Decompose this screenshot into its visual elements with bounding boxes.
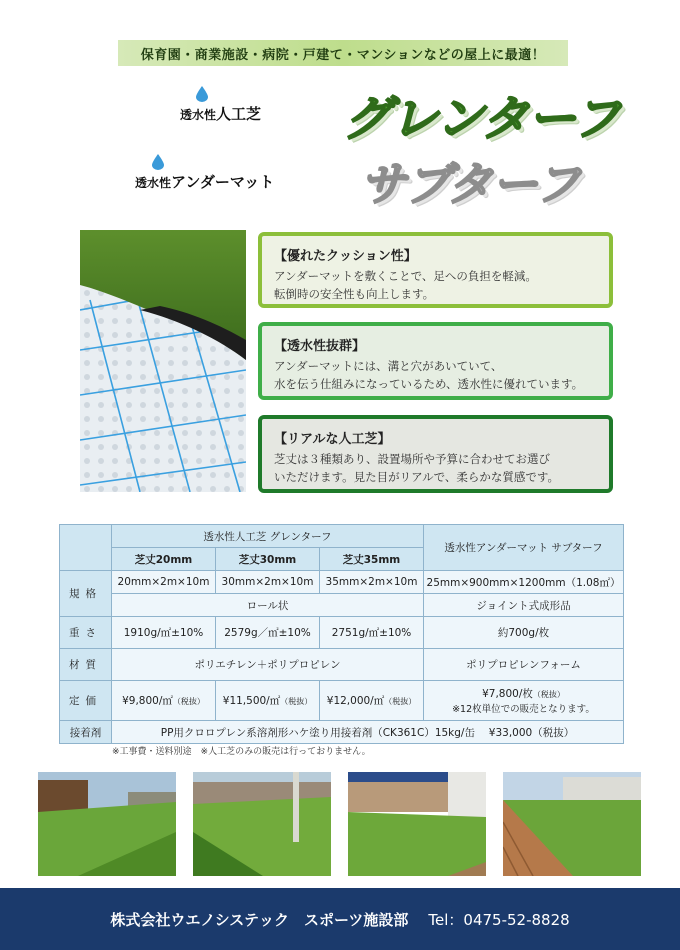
feature-text: アンダーマットを敷くことで、足への負担を軽減。 転倒時の安全性も向上します。 — [274, 269, 537, 301]
company-name: 株式会社ウエノシステック スポーツ施設部 — [110, 910, 409, 929]
top-banner — [118, 40, 568, 66]
weight-cell: 1910g/㎡±10% — [112, 617, 216, 649]
feature-title: 【透水性抜群】 — [274, 339, 366, 354]
feature-cushion — [258, 232, 613, 308]
feature-realistic — [258, 415, 613, 493]
row-label-adhesive: 接着剤 — [60, 721, 112, 744]
spec-cell-mat: 25mm×900mm×1200mm（1.08㎡） — [424, 571, 624, 594]
footnote: ※工事費・送料別途 ※人工芝のみの販売は行っておりません。 — [112, 747, 371, 757]
form-mat: ジョイント式成形品 — [424, 594, 624, 617]
price-cell: ¥12,000/㎡（税抜） — [320, 681, 424, 721]
header-mat: 透水性アンダーマット サブターフ — [424, 525, 624, 571]
photo-rooftop-3 — [348, 772, 486, 876]
spec-cell: 20mm×2m×10m — [112, 571, 216, 594]
pile-30: 芝丈30mm — [216, 548, 320, 571]
row-label-material: 材質 — [60, 649, 112, 681]
feature-permeability — [258, 322, 613, 400]
photo-rooftop-2 — [193, 772, 331, 876]
pile-35: 芝丈35mm — [320, 548, 424, 571]
header-turf: 透水性人工芝 グレンターフ — [112, 525, 424, 548]
product-name-glenturf: グレンターフ — [343, 91, 620, 147]
price-cell: ¥9,800/㎡（税抜） — [112, 681, 216, 721]
row-label-price: 定価 — [60, 681, 112, 721]
row-label-weight: 重さ — [60, 617, 112, 649]
weight-cell-mat: 約700g/枚 — [424, 617, 624, 649]
phone-number: Tel：0475-52-8828 — [428, 910, 570, 929]
feature-title: 【リアルな人工芝】 — [274, 432, 391, 447]
pile-20: 芝丈20mm — [112, 548, 216, 571]
photo-rooftop-4 — [503, 772, 641, 876]
product-name-subturf: サブターフ — [360, 157, 580, 211]
feature-text: 芝丈は３種類あり、設置場所や予算に合わせてお選び いただけます。見た目がリアルで、柔らかな質感です。 — [274, 452, 559, 484]
weight-cell: 2579g／㎡±10% — [216, 617, 320, 649]
water-drop-icon — [152, 154, 164, 170]
material-mat: ポリプロピレンフォーム — [424, 649, 624, 681]
water-drop-icon — [196, 86, 208, 102]
spec-table — [59, 524, 624, 744]
material-turf: ポリエチレン＋ポリプロピレン — [112, 649, 424, 681]
row-label-spec: 規格 — [60, 571, 112, 617]
price-cell: ¥11,500/㎡（税抜） — [216, 681, 320, 721]
product-label-mat: 透水性アンダーマット — [135, 173, 275, 191]
spec-cell: 35mm×2m×10m — [320, 571, 424, 594]
feature-title: 【優れたクッション性】 — [274, 249, 417, 264]
banner-text: 保育園・商業施設・病院・戸建て・マンションなどの屋上に最適！ — [140, 47, 546, 63]
feature-text: アンダーマットには、溝と穴があいていて、 水を伝う仕組みになっているため、透水性に優れています。 — [274, 359, 584, 391]
adhesive-cell: PP用クロロプレン系溶剤形ハケ塗り用接着剤（CK361C）15kg/缶 ¥33,000（税抜） — [112, 721, 624, 744]
product-label-turf: 透水性人工芝 — [180, 105, 262, 123]
photo-rooftop-1 — [38, 772, 176, 876]
hero-photo-turf-and-mat — [80, 230, 246, 492]
weight-cell: 2751g/㎡±10% — [320, 617, 424, 649]
spec-cell: 30mm×2m×10m — [216, 571, 320, 594]
footer — [0, 888, 680, 950]
price-cell-mat: ¥7,800/枚（税抜） ※12枚単位での販売となります。 — [424, 681, 624, 721]
form-turf: ロール状 — [112, 594, 424, 617]
